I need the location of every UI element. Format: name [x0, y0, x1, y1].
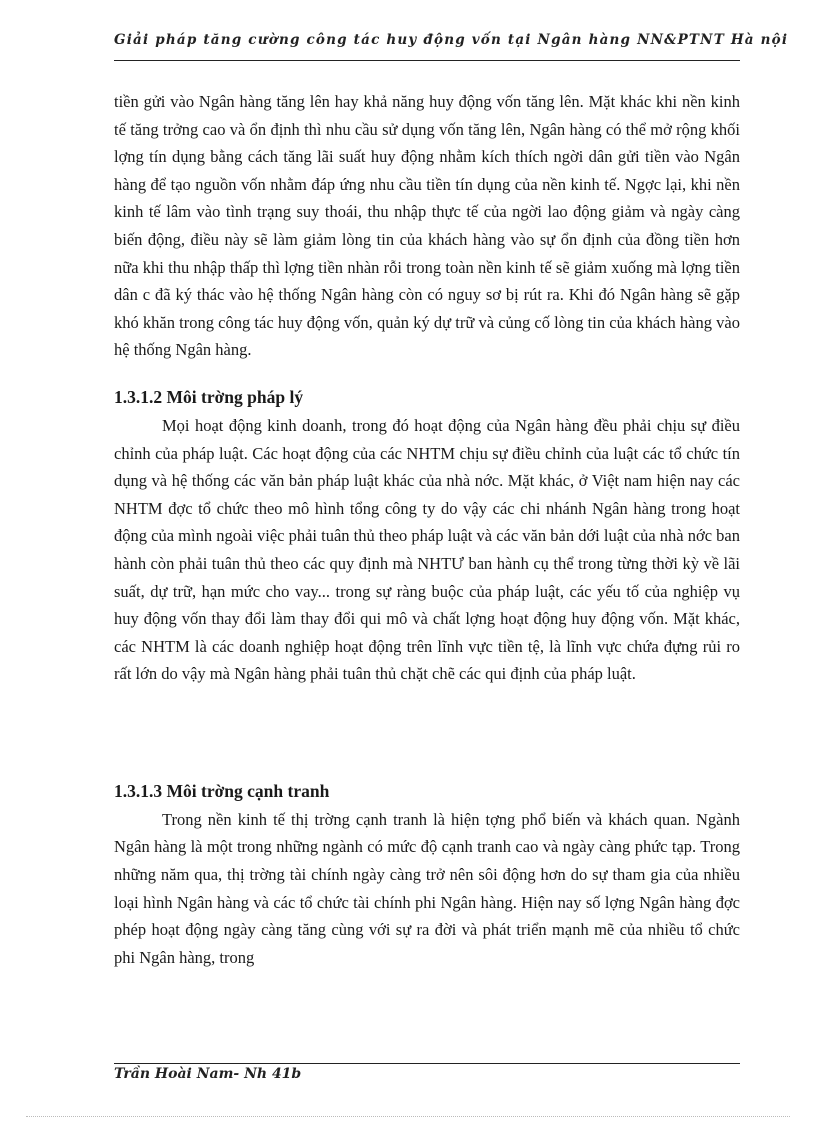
section-heading: 1.3.1.3 Môi trờng cạnh tranh [114, 780, 330, 801]
header-divider [114, 60, 740, 61]
footer-author: Trần Hoài Nam- Nh 41b [114, 1066, 302, 1082]
page-body [114, 88, 740, 971]
body-paragraph: Trong nền kinh tế thị trờng cạnh tranh là hiện tợng phổ biến và khách quan. Ngành Ngân hàng là một trong những ngành có mức độ cạnh tranh cao và ngày càng phức tạp. Trong những năm qua, thị trờng tài chính ngày càng trở nên sôi động hơn do sự tham gia của nhiều loại hình Ngân hàng và các tổ chức tài chính phi Ngân hàng. Hiện nay số lợng Ngân hàng đợc phép hoạt động ngày càng tăng cùng với sự ra đời và phát triển mạnh mẽ của nhiều tổ chức phi Ngân hàng, trong [114, 809, 740, 967]
body-paragraph: tiền gửi vào Ngân hàng tăng lên hay khả năng huy động vốn tăng lên. Mặt khác khi nền kinh tế tăng trởng cao và ổn định thì nhu cầu sử dụng vốn tăng lên, Ngân hàng có thể mở rộng khối lợng tín dụng bằng cách tăng lãi suất huy động nhằm kích thích ngời dân gửi tiền vào Ngân hàng để tạo nguồn vốn nhằm đáp ứng nhu cầu tiền tín dụng của nền kinh tế. Ngợc lại, khi nền kinh tế lâm vào tình trạng suy thoái, thu nhập thực tế của ngời lao động giảm và ngày càng biến động, điều này sẽ làm giảm lòng tin của khách hàng vào sự ổn định của đồng tiền hơn nữa khi thu nhập thấp thì lợng tiền nhàn rỗi trong toàn nền kinh tế sẽ giảm xuống mà lợng tiền dân c đã ký thác vào hệ thống Ngân hàng còn có nguy sơ bị rút ra. Khi đó Ngân hàng sẽ gặp khó khăn trong công tác huy động vốn, quản ký dự trữ và củng cố lòng tin của khách hàng vào hệ thống Ngân hàng. [114, 92, 740, 360]
body-paragraph: Mọi hoạt động kinh doanh, trong đó hoạt động của Ngân hàng đều phải chịu sự điều chỉnh của pháp luật. Các hoạt động của các NHTM chịu sự điều chỉnh của luật các tổ chức tín dụng và hệ thống các văn bản pháp luật khác của nhà nớc. Mặt khác, ở Việt nam hiện nay các NHTM đợc tổ chức theo mô hình tổng công ty do vậy các chi nhánh Ngân hàng trong hoạt động của mình ngoài việc phải tuân thủ theo pháp luật và các văn bản dới luật của nhà nớc ban hành còn phải tuân thủ theo các quy định mà NHTƯ ban hành cụ thể trong từng thời kỳ về lãi suất, dự trữ, hạn mức cho vay... trong sự ràng buộc của pháp luật, các yếu tố của nghiệp vụ huy động vốn thay đổi làm thay đổi qui mô và chất lợng hoạt động huy động vốn. Mặt khác, các NHTM là các doanh nghiệp hoạt động trên lĩnh vực tiền tệ, là lĩnh vực chứa đựng rủi ro rất lớn do vậy mà Ngân hàng phải tuân thủ chặt chẽ các qui định của pháp luật. [114, 415, 740, 684]
footer-divider [114, 1063, 740, 1064]
page-header-title: Giải pháp tăng cường công tác huy động vốn tại Ngân hàng NN&PTNT Hà nội [114, 32, 789, 48]
section-heading: 1.3.1.2 Môi trờng pháp lý [114, 386, 304, 407]
page-edge-dotted-line [26, 1116, 790, 1117]
